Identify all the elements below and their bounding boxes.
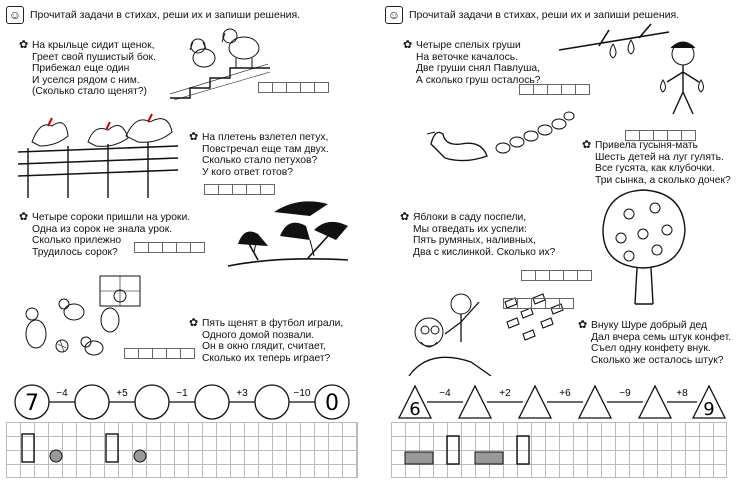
chain-operation: −10 [293, 388, 311, 399]
poem-line: На плетень взлетел петух, [202, 132, 329, 143]
child-face-icon: ☺ [385, 6, 403, 24]
chain-node-value: 7 [25, 391, 39, 416]
rectangle-shape [447, 436, 459, 464]
left-header [6, 6, 300, 24]
boy-pears-illustration [559, 20, 729, 116]
poem-line: Мы отведать их успели: [413, 223, 527, 235]
poem-line: Шесть детей на луг гулять. [595, 151, 724, 163]
poem-line: Две груши снял Павлуша, [416, 63, 540, 75]
poem-line: Он в окно глядит, считает, [202, 341, 326, 353]
poem-line: Два с кислинкой. Сколько их? [413, 246, 556, 258]
roosters-fence-illustration [18, 112, 178, 198]
left-header-text: Прочитай задачи в стихах, реши их и запиши решения. [30, 9, 301, 21]
poem-goose [582, 139, 731, 186]
poem-line: Внуку Шуре добрый дед [591, 320, 708, 331]
rectangle-shape [22, 434, 34, 462]
poem-line: Пять румяных, наливных, [413, 235, 536, 247]
answer-boxes[interactable] [134, 242, 204, 253]
child-face-icon: ☺ [6, 6, 24, 24]
answer-boxes[interactable] [625, 130, 695, 141]
chain-triangle[interactable] [519, 386, 551, 418]
poem-puppies-football [189, 317, 344, 364]
chain-operation: +5 [116, 388, 128, 399]
poem-candies [578, 319, 732, 366]
poem-line: Греет свой пушистый бок. [32, 51, 156, 63]
poem-line: Три сынка, а сколько дочек? [595, 174, 731, 186]
answer-boxes[interactable] [124, 348, 194, 359]
poem-line: И уселся рядом с ним. [32, 74, 140, 86]
chain-triangle[interactable] [639, 386, 671, 418]
rectangle-shape [517, 436, 529, 464]
gray-bar-shape [405, 452, 433, 464]
poem-line: Сколько же осталось штук? [591, 354, 724, 366]
chain-operation: −4 [56, 388, 68, 399]
chain-circle[interactable] [195, 385, 229, 419]
flower-bullet-icon: ✿ [403, 39, 413, 51]
poem-line: Съел одну конфету внук. [591, 343, 711, 355]
poem-pears [403, 39, 541, 86]
chain-node-value: 6 [409, 399, 421, 420]
chain-circle[interactable] [75, 385, 109, 419]
poem-line: На веточке качалось. [416, 51, 518, 63]
poem-line: Четыре сороки пришли на уроки. [32, 212, 191, 223]
chain-triangle[interactable] [459, 386, 491, 418]
chain-operation: +8 [676, 388, 688, 399]
answer-boxes[interactable] [503, 298, 573, 309]
chain-operation: −1 [176, 388, 188, 399]
flower-bullet-icon: ✿ [582, 139, 592, 151]
right-answer-grid[interactable] [391, 422, 727, 478]
grandfather-candies-illustration [395, 282, 575, 376]
poem-line: Яблоки в саду поспели, [413, 212, 527, 223]
circle-shape [134, 450, 146, 462]
shape-sequence [391, 422, 727, 478]
chain-operation: −4 [439, 388, 451, 399]
flower-bullet-icon: ✿ [189, 131, 199, 143]
poem-line: А сколько груш осталось? [416, 74, 541, 86]
poem-line: Одна из сорок не знала урок. [32, 223, 173, 235]
rectangle-shape [106, 434, 118, 462]
answer-boxes[interactable] [204, 184, 274, 195]
poem-line: Дал вчера семь штук конфет. [591, 331, 732, 343]
puppies-illustration [170, 26, 270, 102]
poem-line: Сколько стало петухов? [202, 155, 318, 167]
poem-line: Привела гусыня-мать [595, 140, 698, 151]
chain-operation: +6 [559, 388, 571, 399]
poem-line: (Сколько стало щенят?) [32, 86, 147, 98]
flower-bullet-icon: ✿ [189, 317, 199, 329]
poem-line: На крыльце сидит щенок, [32, 40, 155, 51]
poem-roosters [189, 131, 329, 178]
poem-line: У кого ответ готов? [202, 166, 293, 178]
chain-operation: +3 [236, 388, 248, 399]
circle-shape [50, 450, 62, 462]
chain-operation: −9 [619, 388, 631, 399]
poem-line: Все гусята, как клубочки. [595, 163, 715, 175]
right-header-text: Прочитай задачи в стихах, реши их и запиши решения. [409, 9, 680, 21]
apple-tree-illustration [599, 186, 689, 306]
poem-line: Сколько прилежно [32, 235, 122, 247]
poem-line: Одного домой позвали. [202, 329, 315, 341]
chain-operation: +2 [499, 388, 511, 399]
poem-line: Четыре спелых груши [416, 40, 521, 51]
flower-bullet-icon: ✿ [19, 211, 29, 223]
flower-bullet-icon: ✿ [400, 211, 410, 223]
right-page [369, 0, 738, 485]
chain-circle[interactable] [255, 385, 289, 419]
goose-goslings-illustration [425, 104, 575, 174]
poem-line: Сколько их теперь играет? [202, 352, 331, 364]
magpies-illustration [218, 196, 354, 278]
shape-sequence [6, 422, 358, 478]
left-answer-grid[interactable] [6, 422, 358, 478]
right-number-chain [369, 380, 738, 424]
chain-node-value: 9 [703, 399, 715, 420]
flower-bullet-icon: ✿ [19, 39, 29, 51]
answer-boxes[interactable] [521, 270, 591, 281]
poem-line: Повстречал еще там двух. [202, 143, 329, 155]
poem-line: Трудилось сорок? [32, 246, 118, 258]
left-number-chain [0, 380, 369, 424]
chain-circle[interactable] [135, 385, 169, 419]
chain-triangle[interactable] [579, 386, 611, 418]
poem-line: Пять щенят в футбол играли, [202, 318, 344, 329]
flower-bullet-icon: ✿ [578, 319, 588, 331]
poem-line: Прибежал еще один [32, 63, 130, 75]
poem-puppies-porch [19, 39, 156, 98]
poem-apples [400, 211, 556, 258]
chain-node-value: 0 [325, 391, 339, 416]
gray-bar-shape [475, 452, 503, 464]
